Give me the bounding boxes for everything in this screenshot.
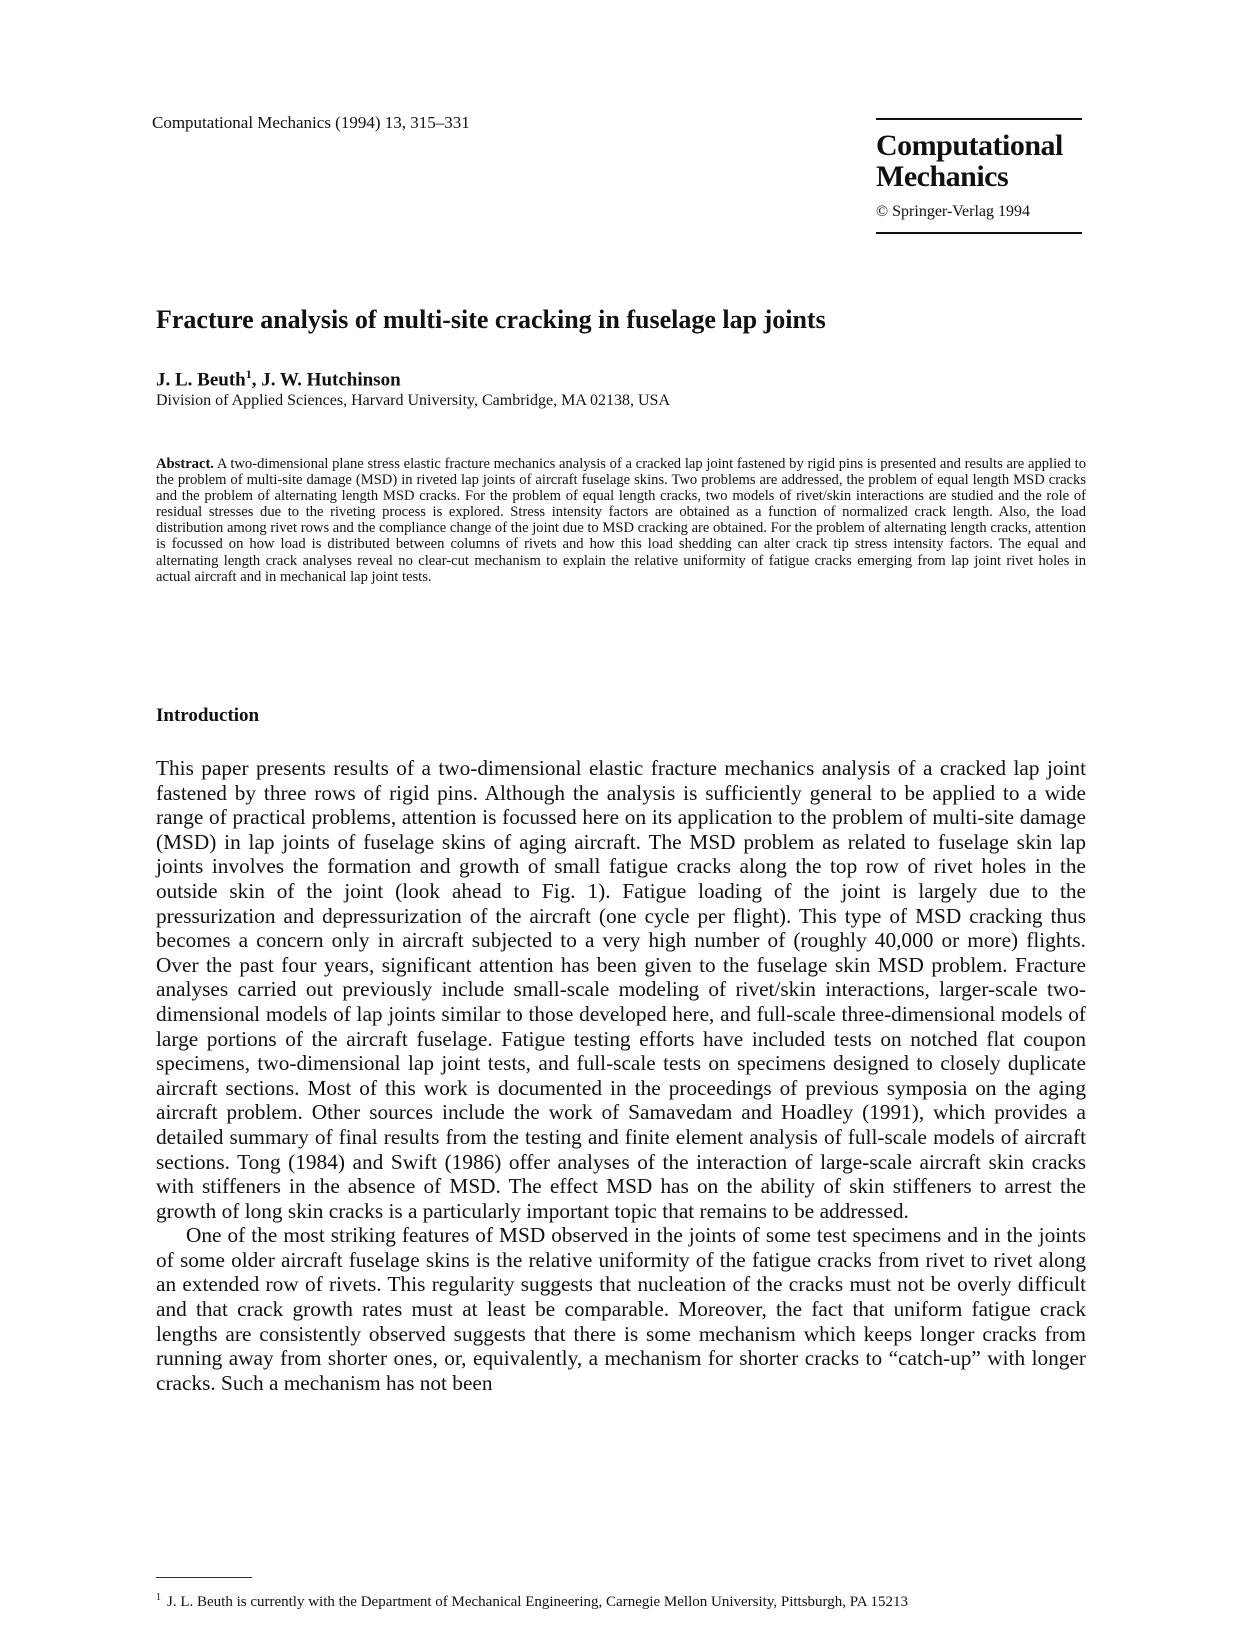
journal-name-line1: Computational [876,129,1063,162]
paper-title: Fracture analysis of multi-site cracking in fuselage lap joints [156,305,826,334]
journal-name-line2: Mechanics [876,160,1009,193]
publisher-copyright: © Springer-Verlag 1994 [876,203,1031,220]
paragraph: This paper presents results of a two-dimensional elastic fracture mechanics analysis of a cracked lap joint fastened by three rows of rigid pins. Although the analysis is sufficiently general to be applied to a wide range of practical problems, attention is focussed here on its application to the problem of multi-site damage (MSD) in lap joints of fuselage skins of aging aircraft. The MSD problem as related to fuselage skin lap joints involves the formation and growth of small fatigue cracks along the top row of rivet holes in the outside skin of the joint (look ahead to Fig. 1). Fatigue loading of the joint is largely due to the pressurization and depressurization of the aircraft (one cycle per flight). This type of MSD cracking thus becomes a concern only in aircraft subjected to a very high number of (roughly 40,000 or more) flights. Over the past four years, significant attention has been given to the fuselage skin MSD problem. Fracture analyses carried out previously include small-scale modeling of rivet/skin interactions, larger-scale two-dimensional models of lap joints similar to those developed here, and full-scale three-dimensional models of large portions of the aircraft fuselage. Fatigue testing efforts have included tests on notched flat coupon specimens, two-dimensional lap joint tests, and full-scale tests on specimens designed to closely duplicate aircraft sections. Most of this work is documented in the proceedings of previous symposia on the aging aircraft problem. Other sources include the work of Samavedam and Hoadley (1991), which provides a detailed summary of final results from the testing and finite element analysis of full-scale models of aircraft sections. Tong (1984) and Swift (1986) offer analyses of the interaction of large-scale aircraft skin cracks with stiffeners in the absence of MSD. The effect MSD has on the ability of skin stiffeners to arrest the growth of long skin cracks is a particularly important topic that remains to be addressed. [156,756,1086,1223]
author-rest: , J. W. Hutchinson [251,369,401,391]
abstract-text: A two-dimensional plane stress elastic fracture mechanics analysis of a cracked lap joint fastened by rigid pins is presented and results are applied to the problem of multi-site damage (MSD) in riveted lap joints of aircraft fuselage skins. Two problems are addressed, the problem of equal length MSD cracks and the problem of alternating length MSD cracks. For the problem of equal length cracks, two models of rivet/skin interactions are studied and the role of residual stresses due to the riveting process is explored. Stress intensity factors are obtained as a function of normalized crack length. Also, the load distribution among rivet rows and the compliance change of the joint due to MSD cracking are obtained. For the problem of alternating length cracks, attention is focussed on how load is distributed between columns of rivets and how this load shedding can alter crack tip stress intensity factors. The equal and alternating length crack analyses reveal no clear-cut mechanism to explain the relative uniformity of fatigue cracks emerging from lap joint rivet holes in actual aircraft and in mechanical lap joint tests. [156,456,1087,585]
journal-masthead [876,118,1082,234]
footnote-mark: 1 [156,1592,161,1603]
author-list [156,362,401,392]
author-first: J. L. Beuth [156,369,246,391]
footnote [156,1588,1086,1612]
footnote-divider [156,1577,252,1578]
abstract-label: Abstract. [156,456,214,472]
introduction-body [156,756,1086,1395]
abstract [156,456,1086,585]
paragraph: One of the most striking features of MSD observed in the joints of some test specimens and in the joints of some older aircraft fuselage skins is the relative uniformity of the fatigue cracks from rivet to rivet along an extended row of rivets. This regularity suggests that nucleation of the cracks must not be overly difficult and that crack growth rates must at least be comparable. Moreover, the fact that uniform fatigue crack lengths are consistently observed suggests that there is some mechanism which keeps longer cracks from running away from shorter ones, or, equivalently, a mechanism for shorter cracks to “catch-up” with longer cracks. Such a mechanism has not been [156,1223,1086,1395]
journal-citation: Computational Mechanics (1994) 13, 315–331 [152,113,470,132]
footnote-text: J. L. Beuth is currently with the Department of Mechanical Engineering, Carnegie Mellon University, Pittsburgh, PA 15213 [167,1594,908,1610]
journal-name [876,130,1082,192]
author-affiliation: Division of Applied Sciences, Harvard University, Cambridge, MA 02138, USA [156,392,671,409]
section-heading-introduction: Introduction [156,705,260,726]
author-footnote-mark: 1 [245,367,252,381]
